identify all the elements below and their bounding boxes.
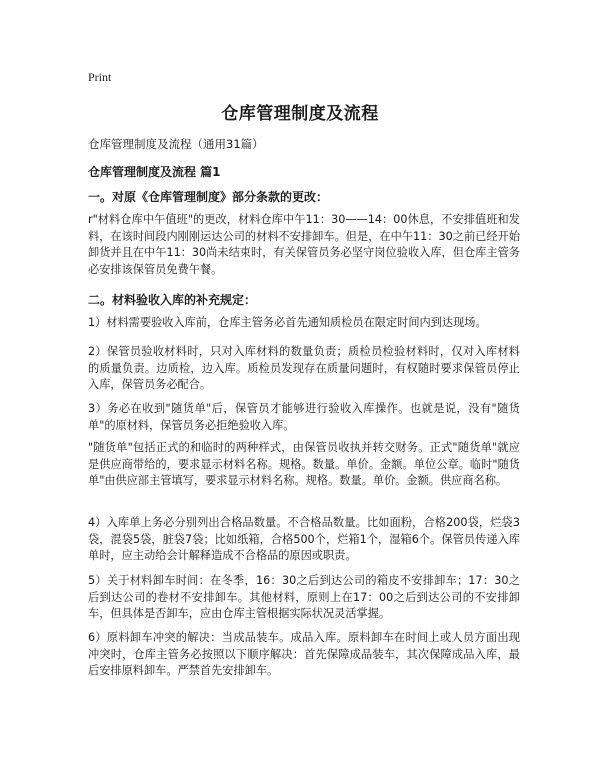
paragraph-item-3: 3）务必在收到"随货单"后，保管员才能够进行验收入库操作。也就是说，没有"随货单"的原材料，保管员务必拒绝验收入库。 bbox=[88, 402, 520, 432]
paragraph-item-6: 6）原料卸车冲突的解决：当成品装车。成品入库。原料卸车在时间上或人员方面出现冲突时，仓库主管务必按照以下顺序解决：首先保障成品装车，其次保障成品入库，最后安排原料卸车。严禁首先安排卸车。 bbox=[88, 631, 520, 677]
paragraph-amendment: r"材料仓库中午值班"的更改，材料仓库中午11：30——14：00休息，不安排值班和发料，在该时间段内刚刚运达公司的材料不安排卸车。但是，在中午11：30之前已经开始卸货并且在中午11：30尚未结束时，有关保管员务必坚守岗位验收入库，但仓库主管务必安排该保管员免费午餐。 bbox=[88, 213, 520, 276]
document-subtitle: 仓库管理制度及流程（通用31篇） bbox=[88, 137, 264, 151]
page-title: 仓库管理制度及流程 bbox=[221, 104, 379, 124]
section-title: 仓库管理制度及流程 篇1 bbox=[88, 165, 221, 179]
heading-receiving-rules: 二。材料验收入库的补充规定： bbox=[88, 293, 257, 307]
paragraph-item-2: 2）保管员验收材料时，只对入库材料的数量负责；质检员检验材料时，仅对入库材料的质量负责。边质检，边入库。质检员发现存在质量问题时，有权随时要求保管员停止入库，保管员务必配合。 bbox=[88, 345, 520, 391]
paragraph-item-5: 5）关于材料卸车时间：在冬季，16：30之后到达公司的箱皮不安排卸车；17：30之后到达公司的卷材不安排卸车。其他材料，原则上在17：00之后到达公司的不安排卸车，但具体是否卸车，应由仓库主管根据实际状况灵活掌握。 bbox=[88, 574, 520, 620]
print-label[interactable]: Print bbox=[88, 70, 112, 84]
paragraph-item-3b: "随货单"包括正式的和临时的两种样式，由保管员收执并转交财务。正式"随货单"就应是供应商带给的，要求显示材料名称。规格。数量。单价。金额。单位公章。临时"随货单"由供应部主管填写，要求显示材料名称。规格。数量。单价。金额。供应商名称。 bbox=[88, 441, 520, 487]
heading-amendments: 一。对原《仓库管理制度》部分条款的更改： bbox=[88, 190, 329, 204]
paragraph-item-4: 4）入库单上务必分别列出合格品数量。不合格品数量。比如面粉，合格200袋，烂袋3袋，混袋5袋，脏袋7袋；比如纸箱，合格500个，烂箱1个，湿箱6个。保管员传递入库单时，应主动给会计解释造成不合格品的原因或职责。 bbox=[88, 516, 520, 562]
paragraph-item-1: 1）材料需要验收入库前，仓库主管务必首先通知质检员在限定时间内到达现场。 bbox=[88, 316, 487, 329]
